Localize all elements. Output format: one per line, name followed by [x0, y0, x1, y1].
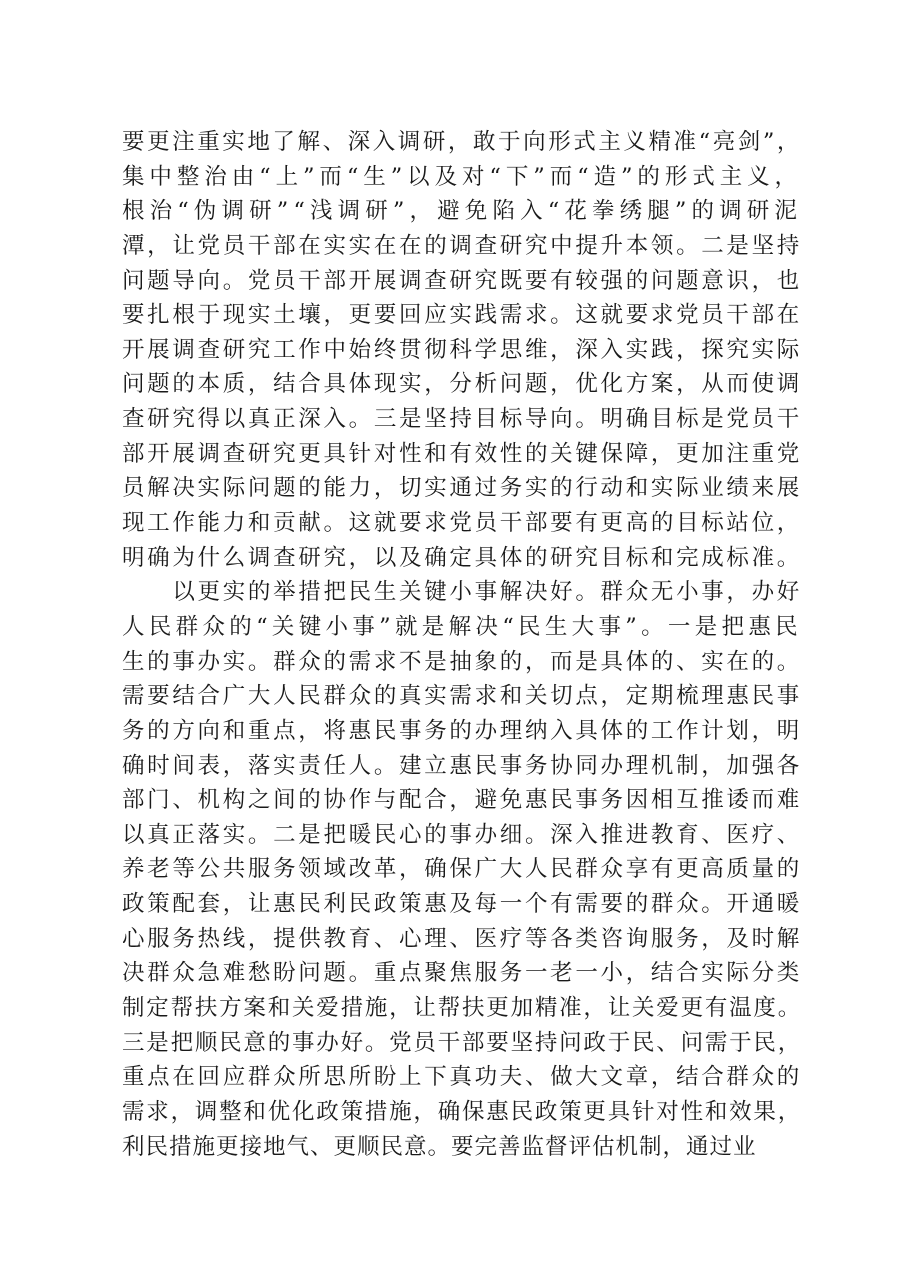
text-line: 查研究得以真正深入。三是坚持目标导向。明确目标是党员干 [122, 406, 802, 433]
text-line: 养老等公共服务领域改革，确保广大人民群众享有更高质量的 [122, 856, 802, 883]
text-line: 员解决实际问题的能力，切实通过务实的行动和实际业绩来展 [122, 475, 802, 502]
text-line: 集中整治由“上”而“生”以及对“下”而“造”的形式主义， [122, 163, 802, 190]
text-line: 明确为什么调查研究，以及确定具体的研究目标和完成标准。 [122, 544, 802, 571]
text-line: 根治“伪调研”“浅调研”，避免陷入“花拳绣腿”的调研泥 [122, 198, 802, 225]
text-line: 务的方向和重点，将惠民事务的办理纳入具体的工作计划，明 [122, 717, 802, 744]
text-line: 生的事办实。群众的需求不是抽象的，而是具体的、实在的。 [122, 648, 802, 675]
body-text [122, 125, 802, 1164]
text-line: 重点在回应群众所思所盼上下真功夫、做大文章，结合群众的 [122, 1064, 802, 1091]
text-line: 人民群众的“关键小事”就是解决“民生大事”。一是把惠民 [122, 613, 802, 640]
text-line: 确时间表，落实责任人。建立惠民事务协同办理机制，加强各 [122, 752, 802, 779]
text-line: 心服务热线，提供教育、心理、医疗等各类咨询服务，及时解 [122, 925, 802, 952]
text-line: 部门、机构之间的协作与配合，避免惠民事务因相互推诿而难 [122, 787, 802, 814]
text-line: 现工作能力和贡献。这就要求党员干部要有更高的目标站位， [122, 510, 802, 537]
text-line: 部开展调查研究更具针对性和有效性的关键保障，更加注重党 [122, 440, 802, 467]
text-line: 需要结合广大人民群众的真实需求和关切点，定期梳理惠民事 [122, 683, 802, 710]
text-line: 潭，让党员干部在实实在在的调查研究中提升本领。二是坚持 [122, 232, 802, 259]
text-line: 开展调查研究工作中始终贯彻科学思维，深入实践，探究实际 [122, 336, 802, 363]
text-line: 需求，调整和优化政策措施，确保惠民政策更具针对性和效果， [122, 1098, 802, 1125]
text-line: 三是把顺民意的事办好。党员干部要坚持问政于民、问需于民， [122, 1029, 802, 1056]
text-line: 以真正落实。二是把暖民心的事办细。深入推进教育、医疗、 [122, 821, 802, 848]
text-line: 制定帮扶方案和关爱措施，让帮扶更加精准，让关爱更有温度。 [122, 995, 802, 1022]
text-line: 利民措施更接地气、更顺民意。要完善监督评估机制，通过业 [122, 1133, 757, 1160]
text-line: 问题的本质，结合具体现实，分析问题，优化方案，从而使调 [122, 371, 802, 398]
text-line: 政策配套，让惠民利民政策惠及每一个有需要的群众。开通暖 [122, 891, 802, 918]
text-line: 要更注重实地了解、深入调研，敢于向形式主义精准“亮剑”， [122, 129, 802, 155]
text-line: 决群众急难愁盼问题。重点聚焦服务一老一小，结合实际分类 [122, 960, 802, 987]
text-line: 要扎根于现实土壤，更要回应实践需求。这就要求党员干部在 [122, 302, 802, 329]
text-line: 问题导向。党员干部开展调查研究既要有较强的问题意识，也 [122, 267, 802, 294]
text-line: 以更实的举措把民生关键小事解决好。群众无小事，办好 [122, 579, 802, 606]
